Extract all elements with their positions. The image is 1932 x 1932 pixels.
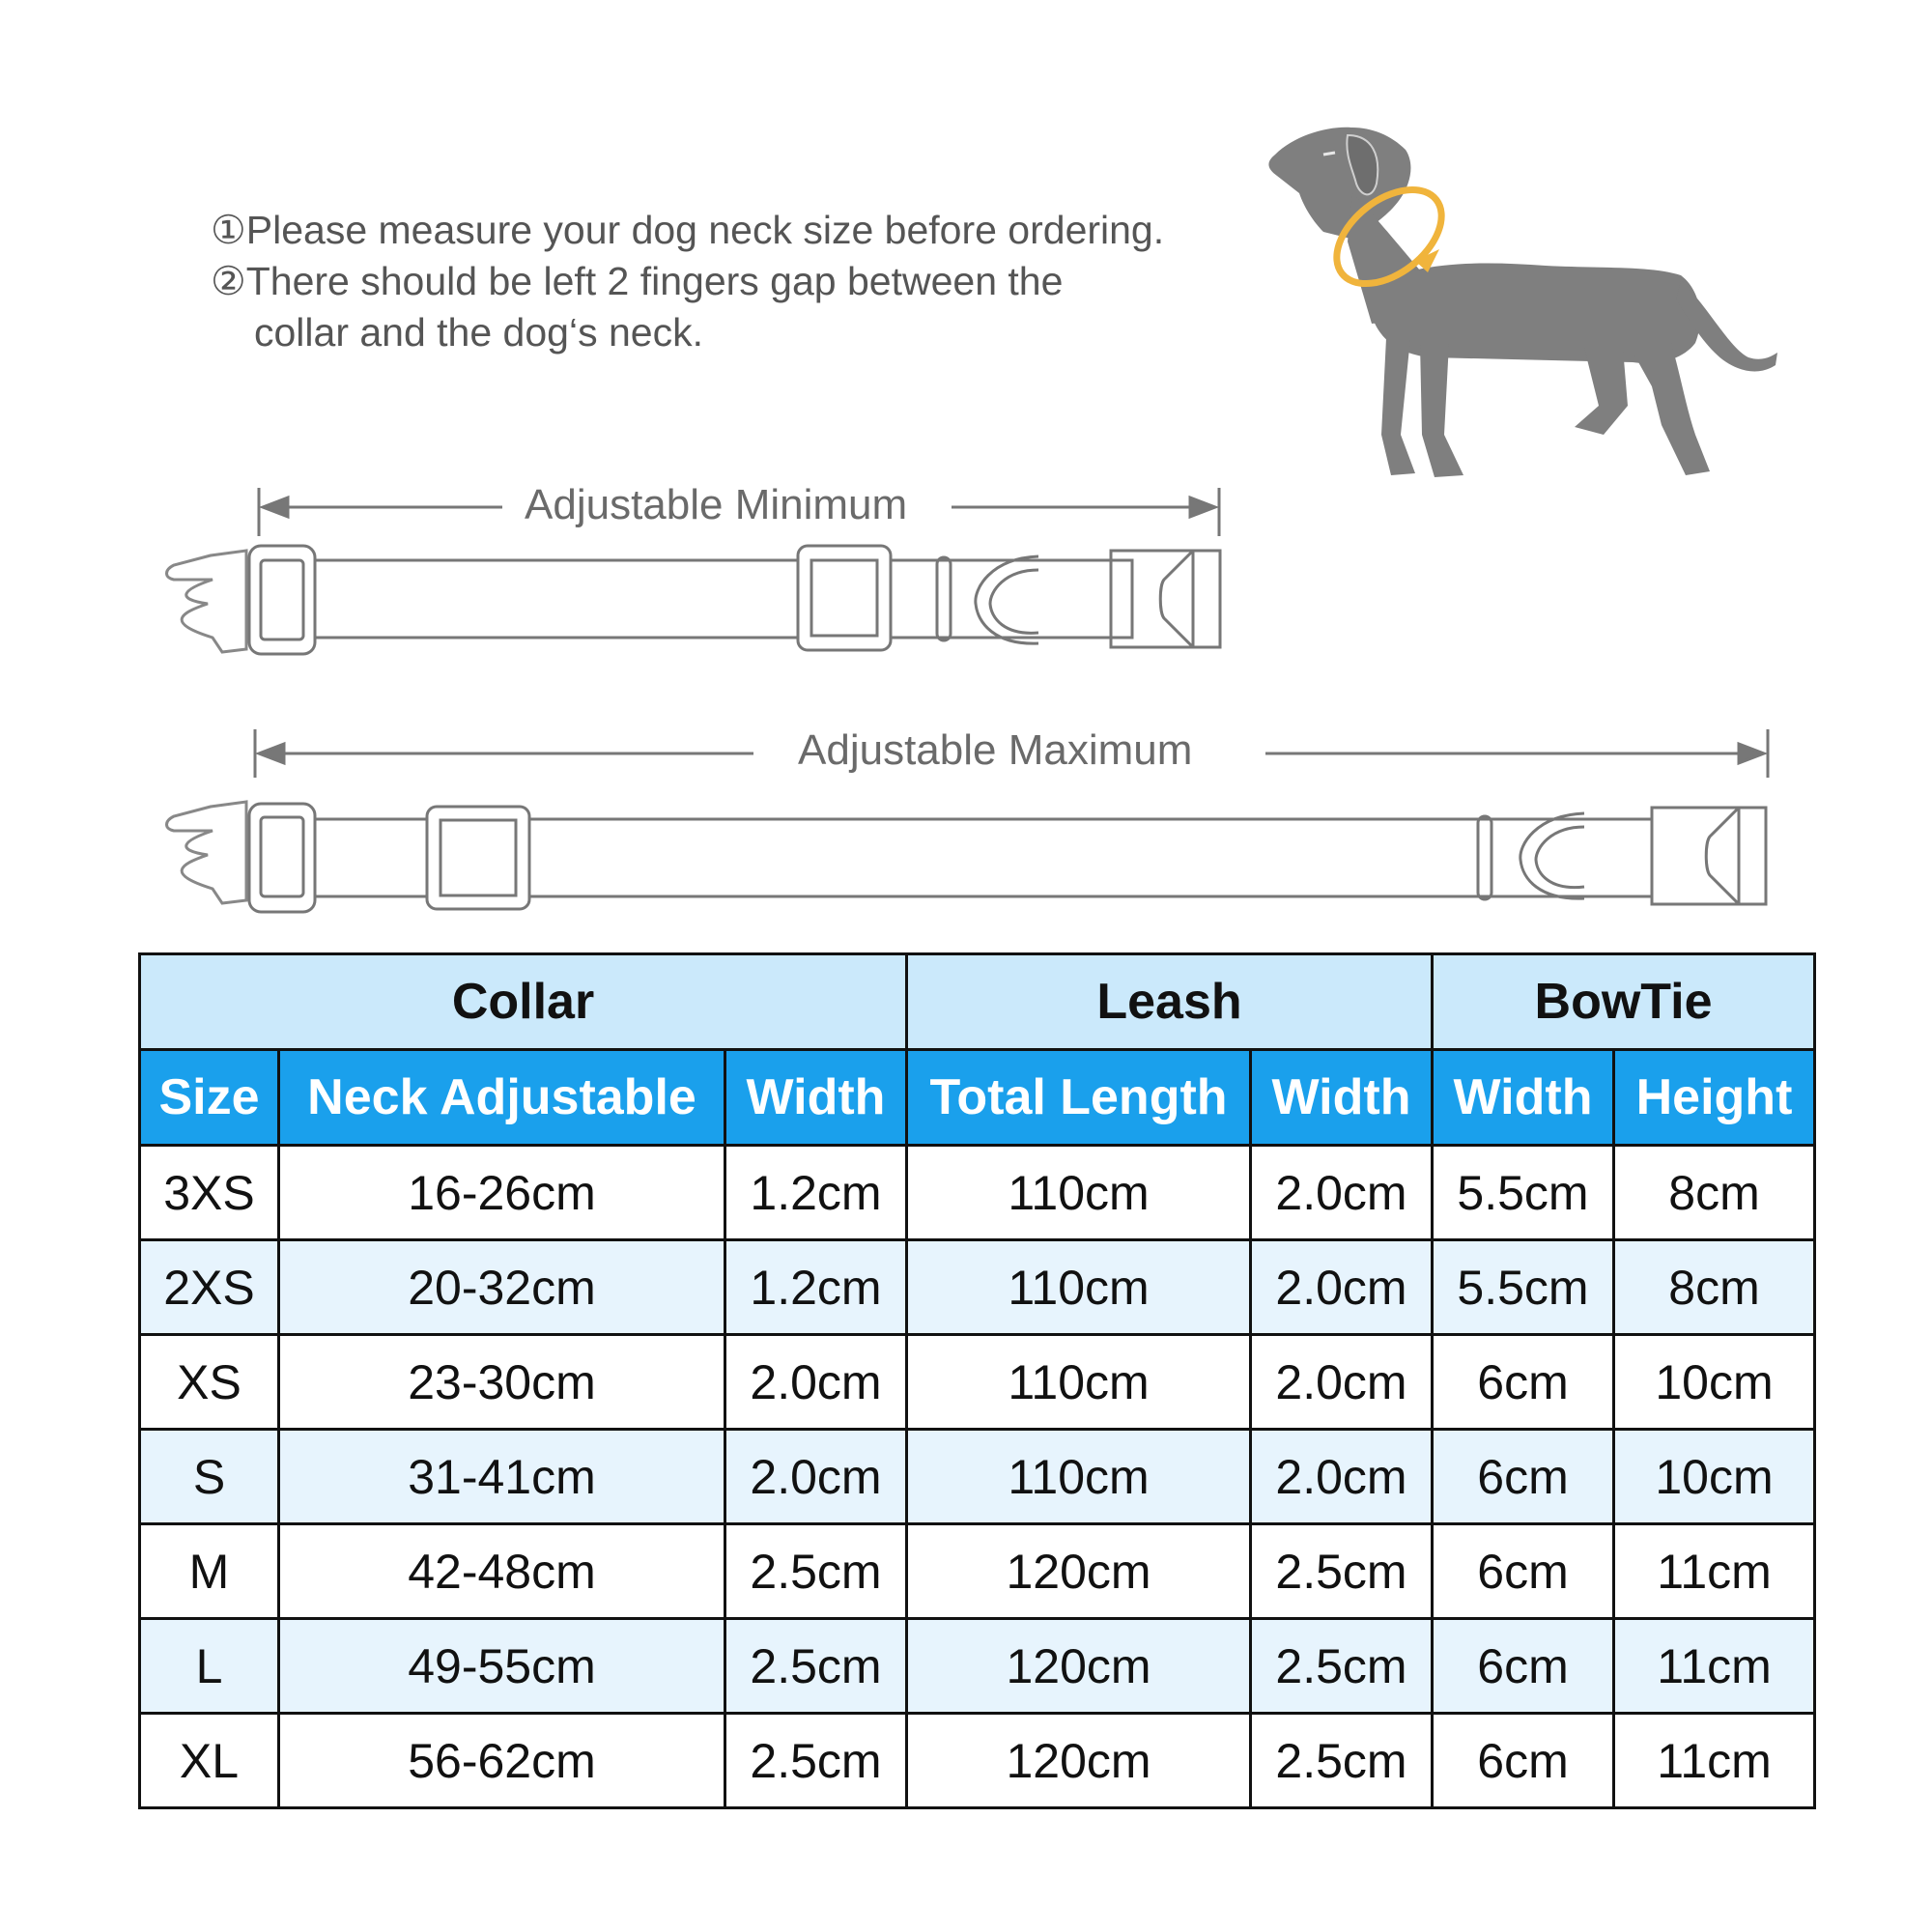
table-cell: 8cm [1614,1240,1815,1335]
table-cell: M [140,1524,279,1619]
column-header: Width [725,1050,907,1146]
collar-buckle-icon [0,0,1932,927]
table-cell: 42-48cm [279,1524,725,1619]
instruction-line-2: ②There should be left 2 fingers gap between the [211,259,1064,303]
table-cell: 23-30cm [279,1335,725,1430]
table-cell: 31-41cm [279,1430,725,1524]
table-row [140,1335,1815,1430]
table-cell: 5.5cm [1433,1240,1614,1335]
table-cell: 5.5cm [1433,1146,1614,1240]
table-cell: 110cm [907,1146,1251,1240]
group-header-leash: Leash [907,954,1433,1050]
table-cell: 1.2cm [725,1146,907,1240]
table-cell: 2.0cm [725,1430,907,1524]
table-row [140,1430,1815,1524]
table-cell: 11cm [1614,1714,1815,1808]
group-header-bowtie: BowTie [1433,954,1815,1050]
table-cell: S [140,1430,279,1524]
table-cell: 16-26cm [279,1146,725,1240]
table-cell: 2.0cm [1251,1240,1433,1335]
table-cell: 2.5cm [725,1714,907,1808]
table-cell: 2.5cm [1251,1714,1433,1808]
table-cell: XL [140,1714,279,1808]
table-cell: 20-32cm [279,1240,725,1335]
table-cell: 6cm [1433,1335,1614,1430]
table-cell: 2.5cm [725,1619,907,1714]
column-header: Size [140,1050,279,1146]
column-header-row [140,1050,1815,1146]
table-cell: 2.0cm [1251,1146,1433,1240]
table-cell: 8cm [1614,1146,1815,1240]
table-cell: 6cm [1433,1714,1614,1808]
table-cell: 110cm [907,1430,1251,1524]
size-chart-table [138,952,1816,1809]
table-cell: 2.5cm [1251,1524,1433,1619]
table-cell: 2.0cm [725,1335,907,1430]
group-header-row [140,954,1815,1050]
column-header: Width [1251,1050,1433,1146]
column-header: Width [1433,1050,1614,1146]
column-header: Neck Adjustable [279,1050,725,1146]
table-cell: 2.0cm [1251,1335,1433,1430]
table-cell: 49-55cm [279,1619,725,1714]
table-cell: 120cm [907,1619,1251,1714]
table-row [140,1146,1815,1240]
table-cell: 1.2cm [725,1240,907,1335]
instruction-line-3: collar and the dog‘s neck. [254,310,703,355]
table-cell: 6cm [1433,1430,1614,1524]
table-cell: 6cm [1433,1619,1614,1714]
table-cell: 11cm [1614,1524,1815,1619]
group-header-collar: Collar [140,954,907,1050]
table-cell: 2.5cm [725,1524,907,1619]
table-cell: 6cm [1433,1524,1614,1619]
table-cell: 3XS [140,1146,279,1240]
instruction-line-1: ①Please measure your dog neck size before ordering. [211,208,1165,252]
table-cell: 110cm [907,1335,1251,1430]
adjustable-minimum-label: Adjustable Minimum [507,481,924,529]
table-row [140,1240,1815,1335]
table-cell: 10cm [1614,1430,1815,1524]
table-cell: L [140,1619,279,1714]
table-cell: XS [140,1335,279,1430]
table-cell: 120cm [907,1714,1251,1808]
table-cell: 2.0cm [1251,1430,1433,1524]
table-cell: 2.5cm [1251,1619,1433,1714]
table-cell: 56-62cm [279,1714,725,1808]
table-cell: 120cm [907,1524,1251,1619]
table-cell: 110cm [907,1240,1251,1335]
column-header: Total Length [907,1050,1251,1146]
table-row [140,1524,1815,1619]
table-cell: 2XS [140,1240,279,1335]
table-row [140,1714,1815,1808]
table-cell: 11cm [1614,1619,1815,1714]
column-header: Height [1614,1050,1815,1146]
adjustable-maximum-label: Adjustable Maximum [781,726,1209,775]
table-row [140,1619,1815,1714]
table-cell: 10cm [1614,1335,1815,1430]
